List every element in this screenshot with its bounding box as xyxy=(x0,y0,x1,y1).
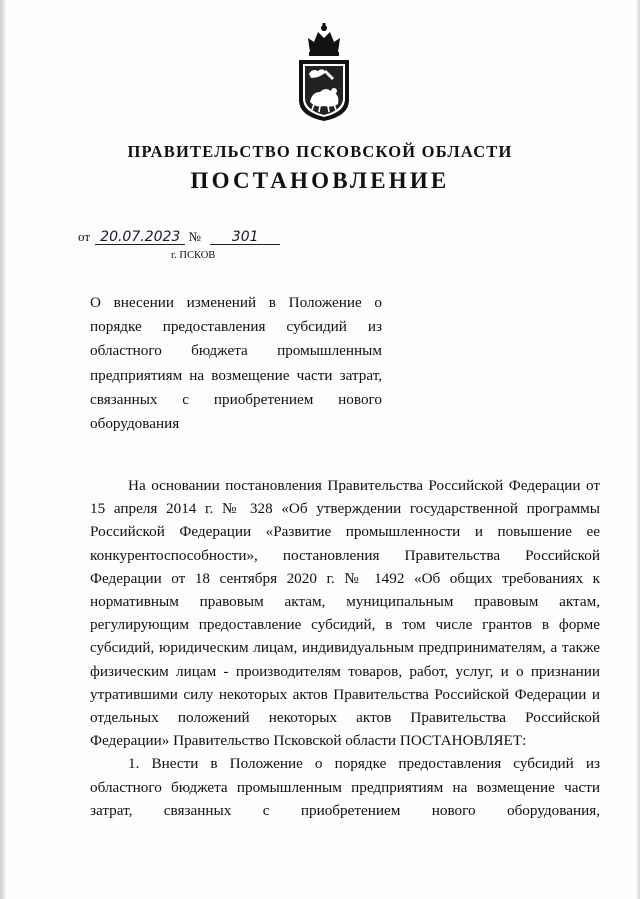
number-sign: № xyxy=(188,229,201,244)
date-prefix: от xyxy=(78,229,91,244)
document-type-title: ПОСТАНОВЛЕНИЕ xyxy=(190,168,450,193)
date-number-line xyxy=(78,229,280,245)
body-paragraph-preamble: На основании постановления Правительства Российской Федерации от 15 апреля 2014 г. № 328 «Об утверждении государственной программы Российской Федерации «Развитие промышленности и повышение ее конкурентоспособности», постановления Правительства Российской Федерации от 18 сентября 2020 г. № 1492 «Об общих требованиях к нормативным правовым актам, муниципальным правовым актам, регулирующим предоставление субсидий, в том числе грантов в форме субсидий, юридическим лицам, индивидуальным предпринимателям, а также физическим лицам - производителям товаров, работ, услуг, и о признании утратившими силу некоторых актов Правительства Российской Федерации и отдельных положений некоторых актов Правительства Российской Федерации» Правительство Псковской области ПОСТАНОВЛЯЕТ: xyxy=(90,477,600,750)
body-paragraph-item-1: 1. Внести в Положение о порядке предоставления субсидий из областного бюджета промышленным предприятиям на возмещение части затрат, связанных с приобретением нового оборудования, xyxy=(90,755,600,819)
document-date: 20.07.2023 xyxy=(95,230,185,245)
pskov-coat-of-arms-icon xyxy=(296,22,352,122)
city-label: г. ПСКОВ xyxy=(171,250,216,261)
document-number: 301 xyxy=(210,230,280,245)
scan-edge-left xyxy=(0,0,6,899)
document-subject: О внесении изменений в Положение о порядке предоставления субсидий из областного бюджета промышленным предприятиям на возмещение части затрат, связанных с приобретением нового оборудования xyxy=(90,294,382,433)
document-body xyxy=(90,474,600,822)
scan-edge-right xyxy=(636,0,640,899)
government-name: ПРАВИТЕЛЬСТВО ПСКОВСКОЙ ОБЛАСТИ xyxy=(127,142,513,161)
